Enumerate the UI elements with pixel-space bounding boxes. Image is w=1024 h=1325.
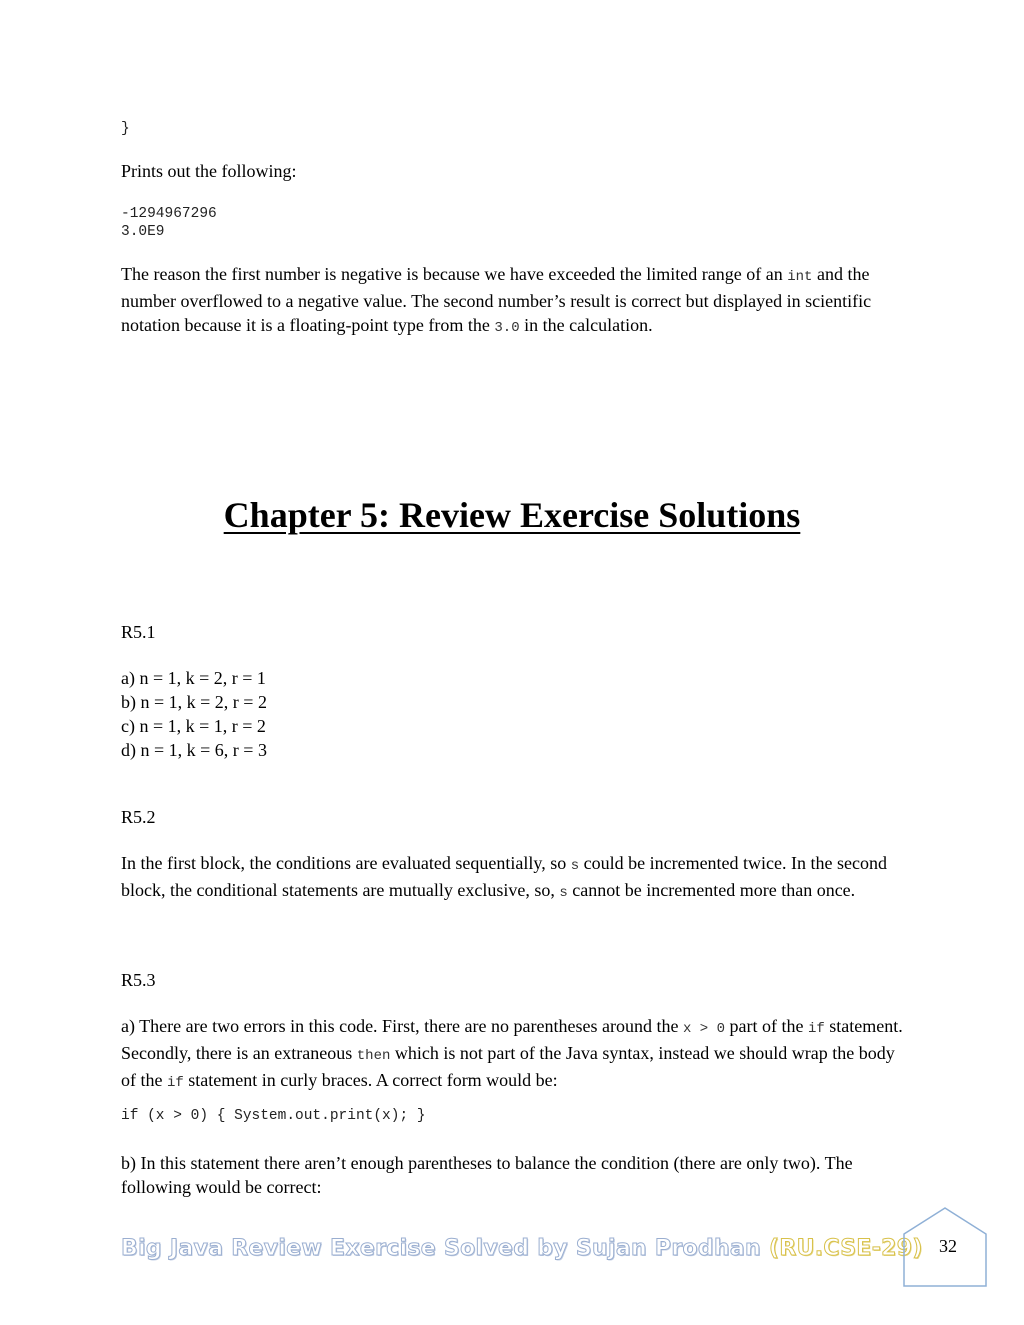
reason-paragraph: The reason the first number is negative is because we have exceeded the limited range of an int and the number overflowed to a negative value. The second number’s result is correct but displayed in scientific notation because it is a floating-point type from the 3.0 in the calculation. <box>121 264 872 336</box>
chapter-title: Chapter 5: Review Exercise Solutions <box>223 495 801 535</box>
answer-item: d) n = 1, k = 6, r = 3 <box>121 740 267 760</box>
footer-credit: Big Java Review Exercise Solved by Sujan Prodhan (RU.CSE-29) <box>121 1236 923 1261</box>
prints-intro: Prints out the following: <box>121 161 297 181</box>
r5-3-heading: R5.3 <box>121 970 156 990</box>
answer-item: c) n = 1, k = 1, r = 2 <box>121 716 266 736</box>
r5-3-part-b: b) In this statement there aren’t enough parentheses to balance the condition (there are only two). The following would be correct: <box>121 1153 853 1197</box>
program-output <box>121 205 217 241</box>
r5-1-heading: R5.1 <box>121 622 156 642</box>
r5-1-answers <box>121 666 267 762</box>
code-closing-brace: } <box>121 121 130 137</box>
output-line: 3.0E9 <box>121 224 165 240</box>
r5-2-paragraph: In the first block, the conditions are evaluated sequentially, so s could be incremented twice. In the second block, the conditional statements are mutually exclusive, so, s cannot be incremented more than once. <box>121 853 887 901</box>
answer-item: b) n = 1, k = 2, r = 2 <box>121 692 267 712</box>
r5-2-heading: R5.2 <box>121 807 156 827</box>
r5-3-part-a: a) There are two errors in this code. First, there are no parentheses around the x > 0 part of the if statement. Secondly, there is an extraneous then which is not part of the Java syntax, instead we should wrap the body of the if statement in curly braces. A correct form would be: <box>121 1016 903 1091</box>
page-number: 32 <box>939 1236 957 1256</box>
output-line: -1294967296 <box>121 206 217 222</box>
code-example: if (x > 0) { System.out.print(x); } <box>121 1108 426 1124</box>
answer-item: a) n = 1, k = 2, r = 1 <box>121 668 266 688</box>
